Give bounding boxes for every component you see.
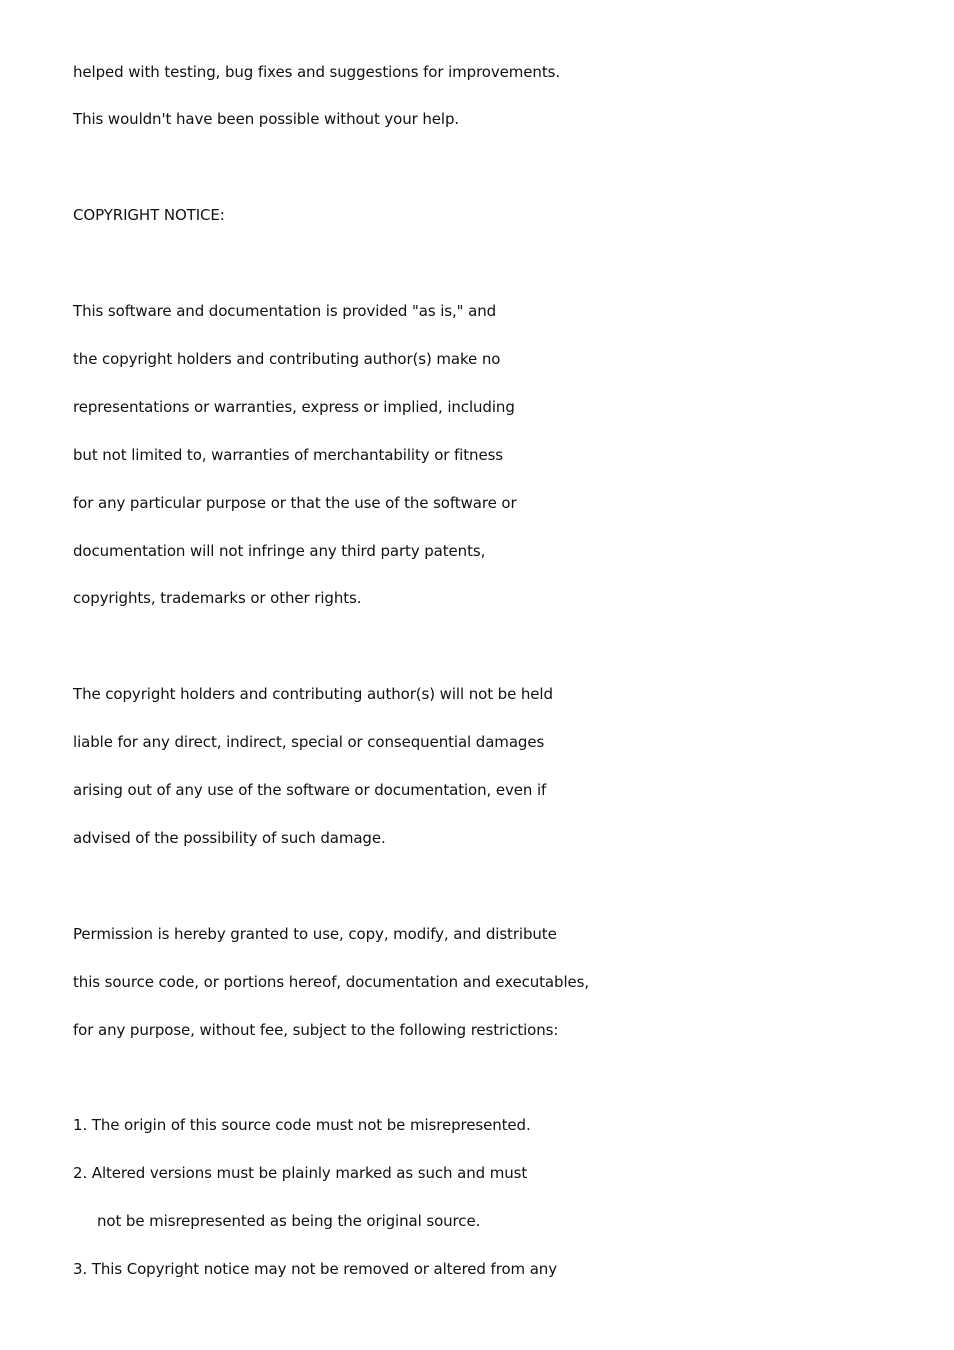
text-line: for any particular purpose or that the use of the software or [73, 494, 517, 512]
text-line: The copyright holders and contributing author(s) will not be held [73, 685, 553, 703]
text-line: but not limited to, warranties of merchantability or fitness [73, 446, 503, 464]
text-line: This software and documentation is provided "as is," and [73, 302, 497, 320]
text-line: advised of the possibility of such damage. [73, 829, 386, 847]
text-line: for any purpose, without fee, subject to the following restrictions: [73, 1021, 559, 1039]
text-line: representations or warranties, express or implied, including [73, 398, 515, 416]
text-line: copyrights, trademarks or other rights. [73, 589, 362, 607]
list-item: 3. This Copyright notice may not be removed or altered from any [73, 1260, 557, 1278]
text-line: arising out of any use of the software or documentation, even if [73, 781, 547, 799]
list-item-continuation: not be misrepresented as being the original source. [97, 1212, 481, 1230]
text-line: liable for any direct, indirect, special or consequential damages [73, 733, 545, 751]
text-line: documentation will not infringe any third party patents, [73, 542, 486, 560]
list-item: 1. The origin of this source code must not be misrepresented. [73, 1116, 531, 1134]
text-line: Permission is hereby granted to use, copy, modify, and distribute [73, 925, 557, 943]
text-line: helped with testing, bug fixes and suggestions for improvements. [73, 63, 561, 81]
text-line: the copyright holders and contributing author(s) make no [73, 350, 501, 368]
section-heading: COPYRIGHT NOTICE: [73, 206, 225, 224]
text-line: this source code, or portions hereof, documentation and executables, [73, 973, 590, 991]
list-item: 2. Altered versions must be plainly marked as such and must [73, 1164, 528, 1182]
text-line: This wouldn't have been possible without your help. [73, 110, 460, 128]
